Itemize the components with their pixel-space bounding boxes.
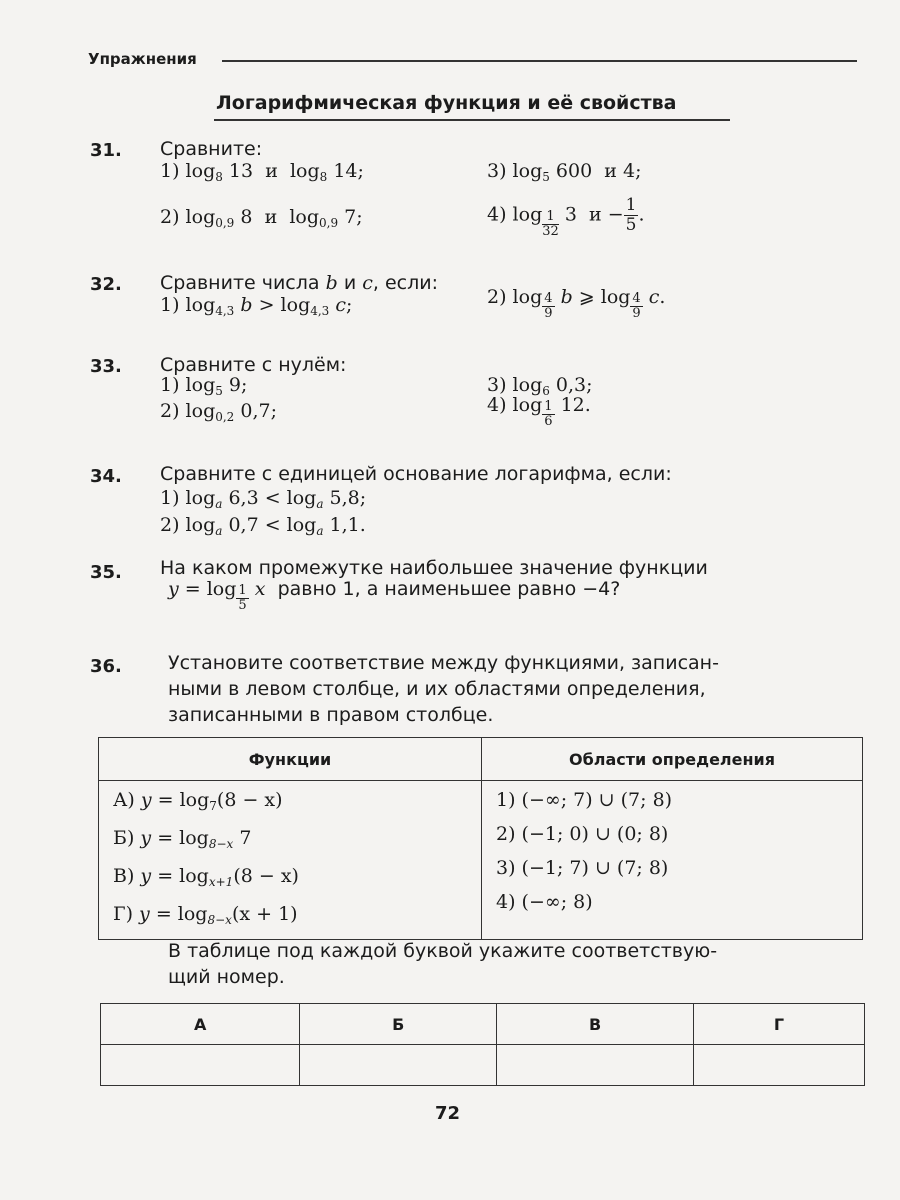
- exercise-32-prompt: Сравните числа b и c, если:: [160, 272, 438, 294]
- answer-cell-b[interactable]: [300, 1045, 497, 1086]
- exercise-31-item-4: 4) log $\frac{1}{32}$ 3 и − $\frac{1}{5}$ .: [487, 195, 645, 239]
- exercise-33-number: 33.: [90, 356, 122, 377]
- domain-3: 3) (−1; 7) ∪ (7; 8): [496, 857, 669, 879]
- answer-cell-g[interactable]: [694, 1045, 865, 1086]
- answer-header-a: А: [101, 1004, 300, 1045]
- matching-table: [98, 737, 863, 940]
- exercise-31-item-2: 2) $\log_{0,9} 8$ и $\log_{0,9} 7$;: [160, 206, 363, 230]
- instruction-line-1: В таблице под каждой буквой укажите соответствую-: [168, 940, 718, 962]
- exercise-36-line-3: записанными в правом столбце.: [168, 704, 494, 726]
- fraction-rhs: $\frac{1}{5}$: [625, 195, 637, 235]
- exercise-33-item-2: 2) $\log_{0,2} 0,7$;: [160, 400, 277, 424]
- page-title: Логарифмическая функция и её свойства: [216, 92, 677, 114]
- answer-header-g: Г: [694, 1004, 865, 1045]
- exercise-34-prompt: Сравните с единицей основание логарифма, если:: [160, 463, 672, 485]
- domain-1: 1) (−∞; 7) ∪ (7; 8): [496, 789, 673, 811]
- domain-4: 4) (−∞; 8): [496, 891, 593, 913]
- exercise-31-number: 31.: [90, 140, 122, 161]
- exercise-36-line-1: Установите соответствие между функциями, записан-: [168, 652, 719, 674]
- column-header-domains: Области определения: [482, 738, 863, 781]
- domains-cell: [482, 781, 863, 940]
- fraction-base: $\frac{4}{9}$: [632, 291, 641, 321]
- answer-header-v: В: [497, 1004, 694, 1045]
- exercise-33-item-3: 3) $\log_6 0,3$;: [487, 374, 593, 398]
- answer-header-b: Б: [300, 1004, 497, 1045]
- exercise-33-item-1: 1) $\log_5 9$;: [160, 374, 248, 398]
- exercise-36-line-2: ными в левом столбце, и их областями определения,: [168, 678, 706, 700]
- exercise-32-item-1: 1) $\log_{4,3} b > \log_{4,3} c$;: [160, 294, 353, 318]
- title-underline: [214, 119, 730, 121]
- column-header-functions: Функции: [99, 738, 482, 781]
- instruction-line-2: щий номер.: [168, 966, 285, 988]
- exercise-31-prompt: Сравните:: [160, 138, 263, 160]
- exercise-33-item-4: 4) log $\frac{1}{6}$ 12.: [487, 394, 591, 429]
- function-v: В) $y = \log_{x+1}(8 - x)$: [113, 865, 299, 889]
- answer-table: [100, 1003, 865, 1086]
- answer-cell-a[interactable]: [101, 1045, 300, 1086]
- fraction-base: $\frac{1}{5}$: [238, 583, 247, 613]
- header-rule: [222, 60, 857, 62]
- fraction-base: $\frac{1}{32}$: [542, 208, 559, 239]
- functions-cell: [99, 781, 482, 940]
- function-b: Б) $y = \log_{8-x} 7$: [113, 827, 252, 851]
- answer-cell-v[interactable]: [497, 1045, 694, 1086]
- exercise-35-line-1: На каком промежутке наибольшее значение функции: [160, 557, 708, 579]
- exercise-36-number: 36.: [90, 656, 122, 677]
- exercise-32-item-2: 2) log $\frac{4}{9}$ b ⩾ log $\frac{4}{9}$ c.: [487, 286, 666, 321]
- function-g: Г) $y = \log_{8-x}(x + 1)$: [113, 903, 298, 927]
- exercise-33-prompt: Сравните с нулём:: [160, 354, 347, 376]
- exercise-31-item-3: 3) $\log_5 600$ и 4;: [487, 160, 642, 184]
- exercise-34-item-2: 2) $\log_a 0,7 < \log_a 1,1$.: [160, 514, 366, 538]
- section-header: Упражнения: [88, 50, 197, 68]
- page-number: 72: [435, 1103, 461, 1124]
- fraction-base: $\frac{4}{9}$: [544, 291, 553, 321]
- exercise-35-number: 35.: [90, 562, 122, 583]
- exercise-32-number: 32.: [90, 274, 122, 295]
- domain-2: 2) (−1; 0) ∪ (0; 8): [496, 823, 669, 845]
- exercise-31-item-1: 1) $\log_8 13$ и $\log_8 14$;: [160, 160, 364, 184]
- exercise-34-number: 34.: [90, 466, 122, 487]
- exercise-35-line-2: y = log $\frac{1}{5}$ x равно 1, а наименьшее равно −4?: [168, 578, 621, 613]
- fraction-base: $\frac{1}{6}$: [544, 399, 553, 429]
- exercise-34-item-1: 1) $\log_a 6,3 < \log_a 5,8$;: [160, 487, 367, 511]
- function-a: А) $y = \log_7(8 - x)$: [113, 789, 283, 813]
